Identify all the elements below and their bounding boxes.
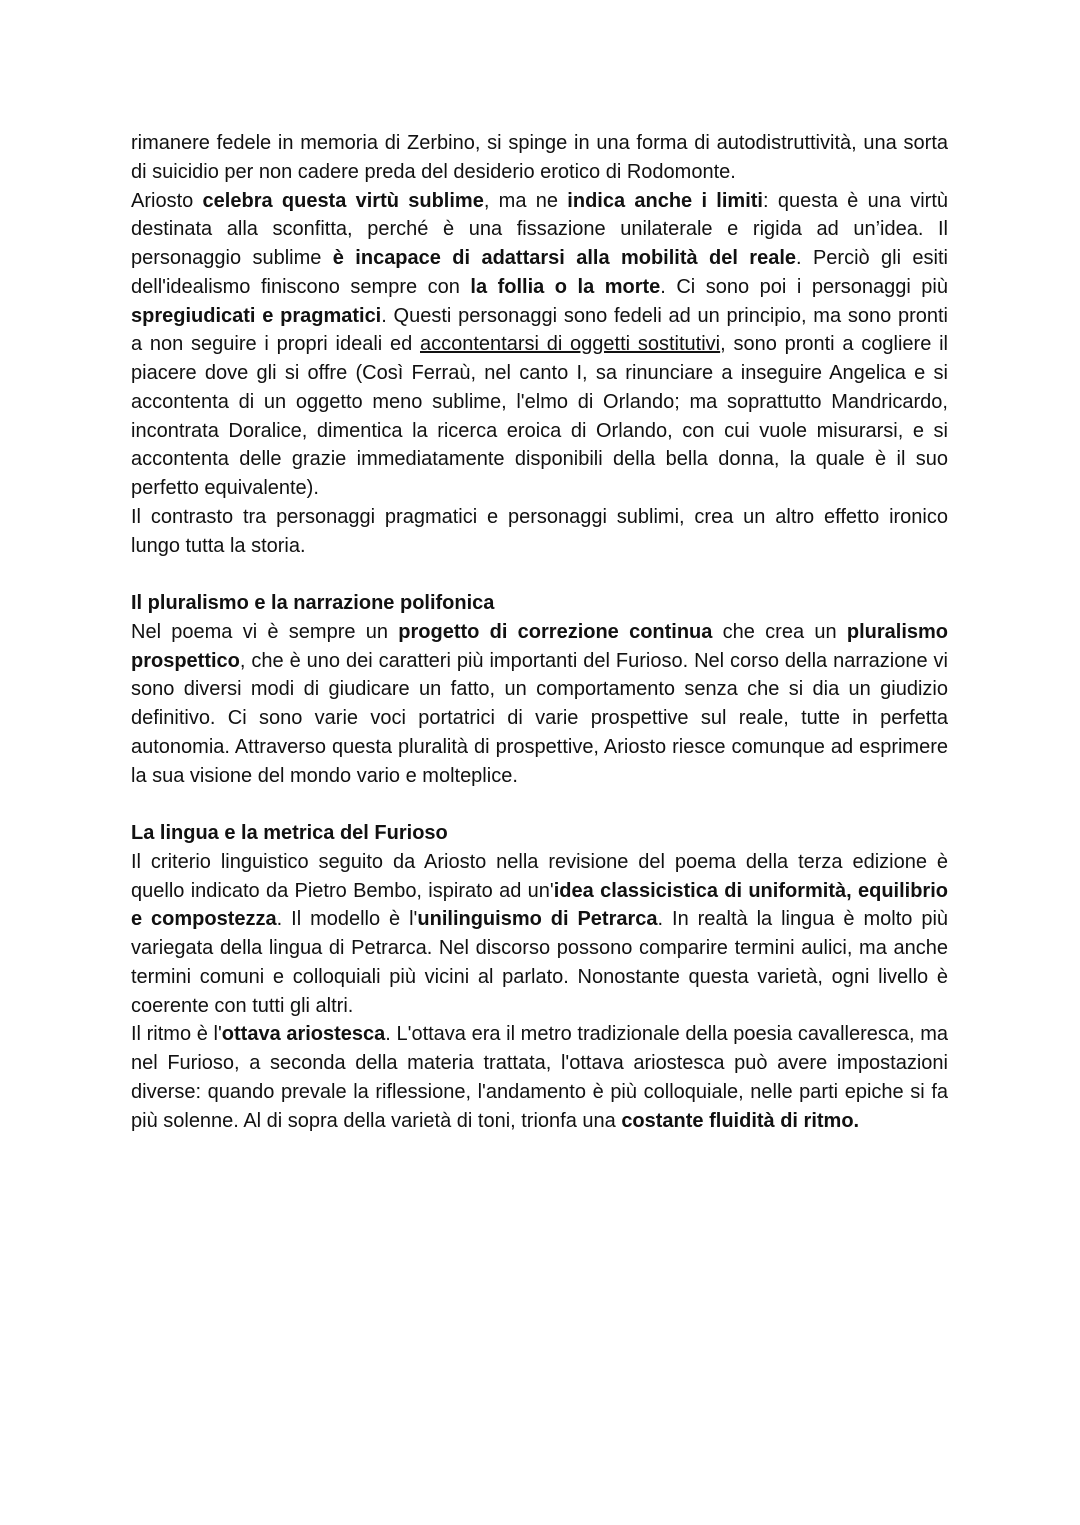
bold-text: spregiudicati e pragmatici [131,304,382,327]
bold-text: ottava ariostesca [221,1023,386,1046]
text: . Questi personaggi sono fedeli ad un principio, ma sono pronti a non seguire i propri ideali ed [131,304,948,356]
bold-text: costante fluidità di ritmo. [621,1109,860,1132]
blank-line [131,790,948,819]
text: rimanere fedele in memoria di Zerbino, si spinge in una forma di autodistruttività, una sorta di suicidio per non cadere preda del desiderio erotico di Rodomonte. [131,132,948,183]
paragraph [131,848,948,1021]
section-heading: Il pluralismo e la narrazione polifonica [131,592,495,614]
text: Il ritmo è l' [131,1023,222,1046]
text: Nel poema vi è sempre un [131,620,399,643]
text: , ma ne [483,189,568,212]
paragraph [131,618,948,791]
text: Il contrasto tra personaggi pragmatici e personaggi sublimi, crea un altro effetto ironico lungo tutta la storia. [131,505,948,557]
bold-text: la follia o la morte [470,275,661,298]
paragraph [131,503,948,561]
text: . L'ottava era il metro tradizionale della poesia cavalleresca, ma nel Furioso, a seconda della materia trattata, l'ottava ariostesca può avere impostazioni diverse: quando prevale la riflessione, l'andamento è più colloquiale, nelle parti epiche si fa più solenne. Al di sopra della varietà di toni, trionfa una [131,1023,949,1132]
text: . Il modello è l' [276,908,418,931]
document-page [131,129,948,1135]
bold-text: unilinguismo di Petrarca [417,908,658,931]
text: che crea un [712,620,847,643]
text: : questa è una virtù destinata alla sconfitta, perché è una fissazione unilaterale e rigida ad un’idea. Il personaggio sublime [131,189,949,269]
bold-text: celebra questa virtù sublime [202,189,484,212]
section-heading: La lingua e la metrica del Furioso [131,822,448,844]
text: . Ci sono poi i personaggi più [660,275,948,298]
blank-line [131,560,948,589]
text: Il criterio linguistico seguito da Ariosto nella revisione del poema della terza edizione è quello indicato da Pietro Bembo, ispirato ad un' [131,850,948,902]
text: Ariosto [131,189,203,212]
paragraph [131,129,948,187]
text: . In realtà la lingua è molto più variegata della lingua di Petrarca. Nel discorso possono comparire termini aulici, ma anche termini comuni e colloquiali più vicini al parlato. Nonostante questa varietà, ogni livello è coerente con tutti gli altri. [131,908,949,1017]
paragraph [131,1020,948,1135]
text: . Perciò gli esiti dell'idealismo finiscono sempre con [131,247,948,298]
bold-text: pluralismo prospettico [131,620,949,672]
bold-text: progetto di correzione continua [398,620,713,643]
underlined-text: accontentarsi di oggetti sostitutivi [420,333,721,356]
paragraph [131,187,948,503]
bold-text: indica anche i limiti [567,189,763,212]
bold-text: è incapace di adattarsi alla mobilità del reale [332,247,796,269]
bold-text: idea classicistica di uniformità, equilibrio e compostezza [131,879,948,931]
text: , che è uno dei caratteri più importanti del Furioso. Nel corso della narrazione vi sono diversi modi di giudicare un fatto, un comportamento senza che si dia un giudizio definitivo. Ci sono varie voci portatrici di varie prospettive sul reale, tutte in perfetta autonomia. Attraverso questa pluralità di prospettive, Ariosto riesce comunque ad esprimere la sua visione del mondo vario e molteplice. [131,649,948,787]
text: , sono pronti a cogliere il piacere dove gli si offre (Così Ferraù, nel canto I, sa rinunciare a inseguire Angelica e si accontenta di un oggetto meno sublime, l'elmo di Orlando; ma soprattutto Mandricardo, incontrata Doralice, dimentica la ricerca eroica di Orlando, con cui vuole misurarsi, e si accontenta delle grazie immediatamente disponibili della bella donna, la quale è il suo perfetto equivalente). [131,333,948,499]
